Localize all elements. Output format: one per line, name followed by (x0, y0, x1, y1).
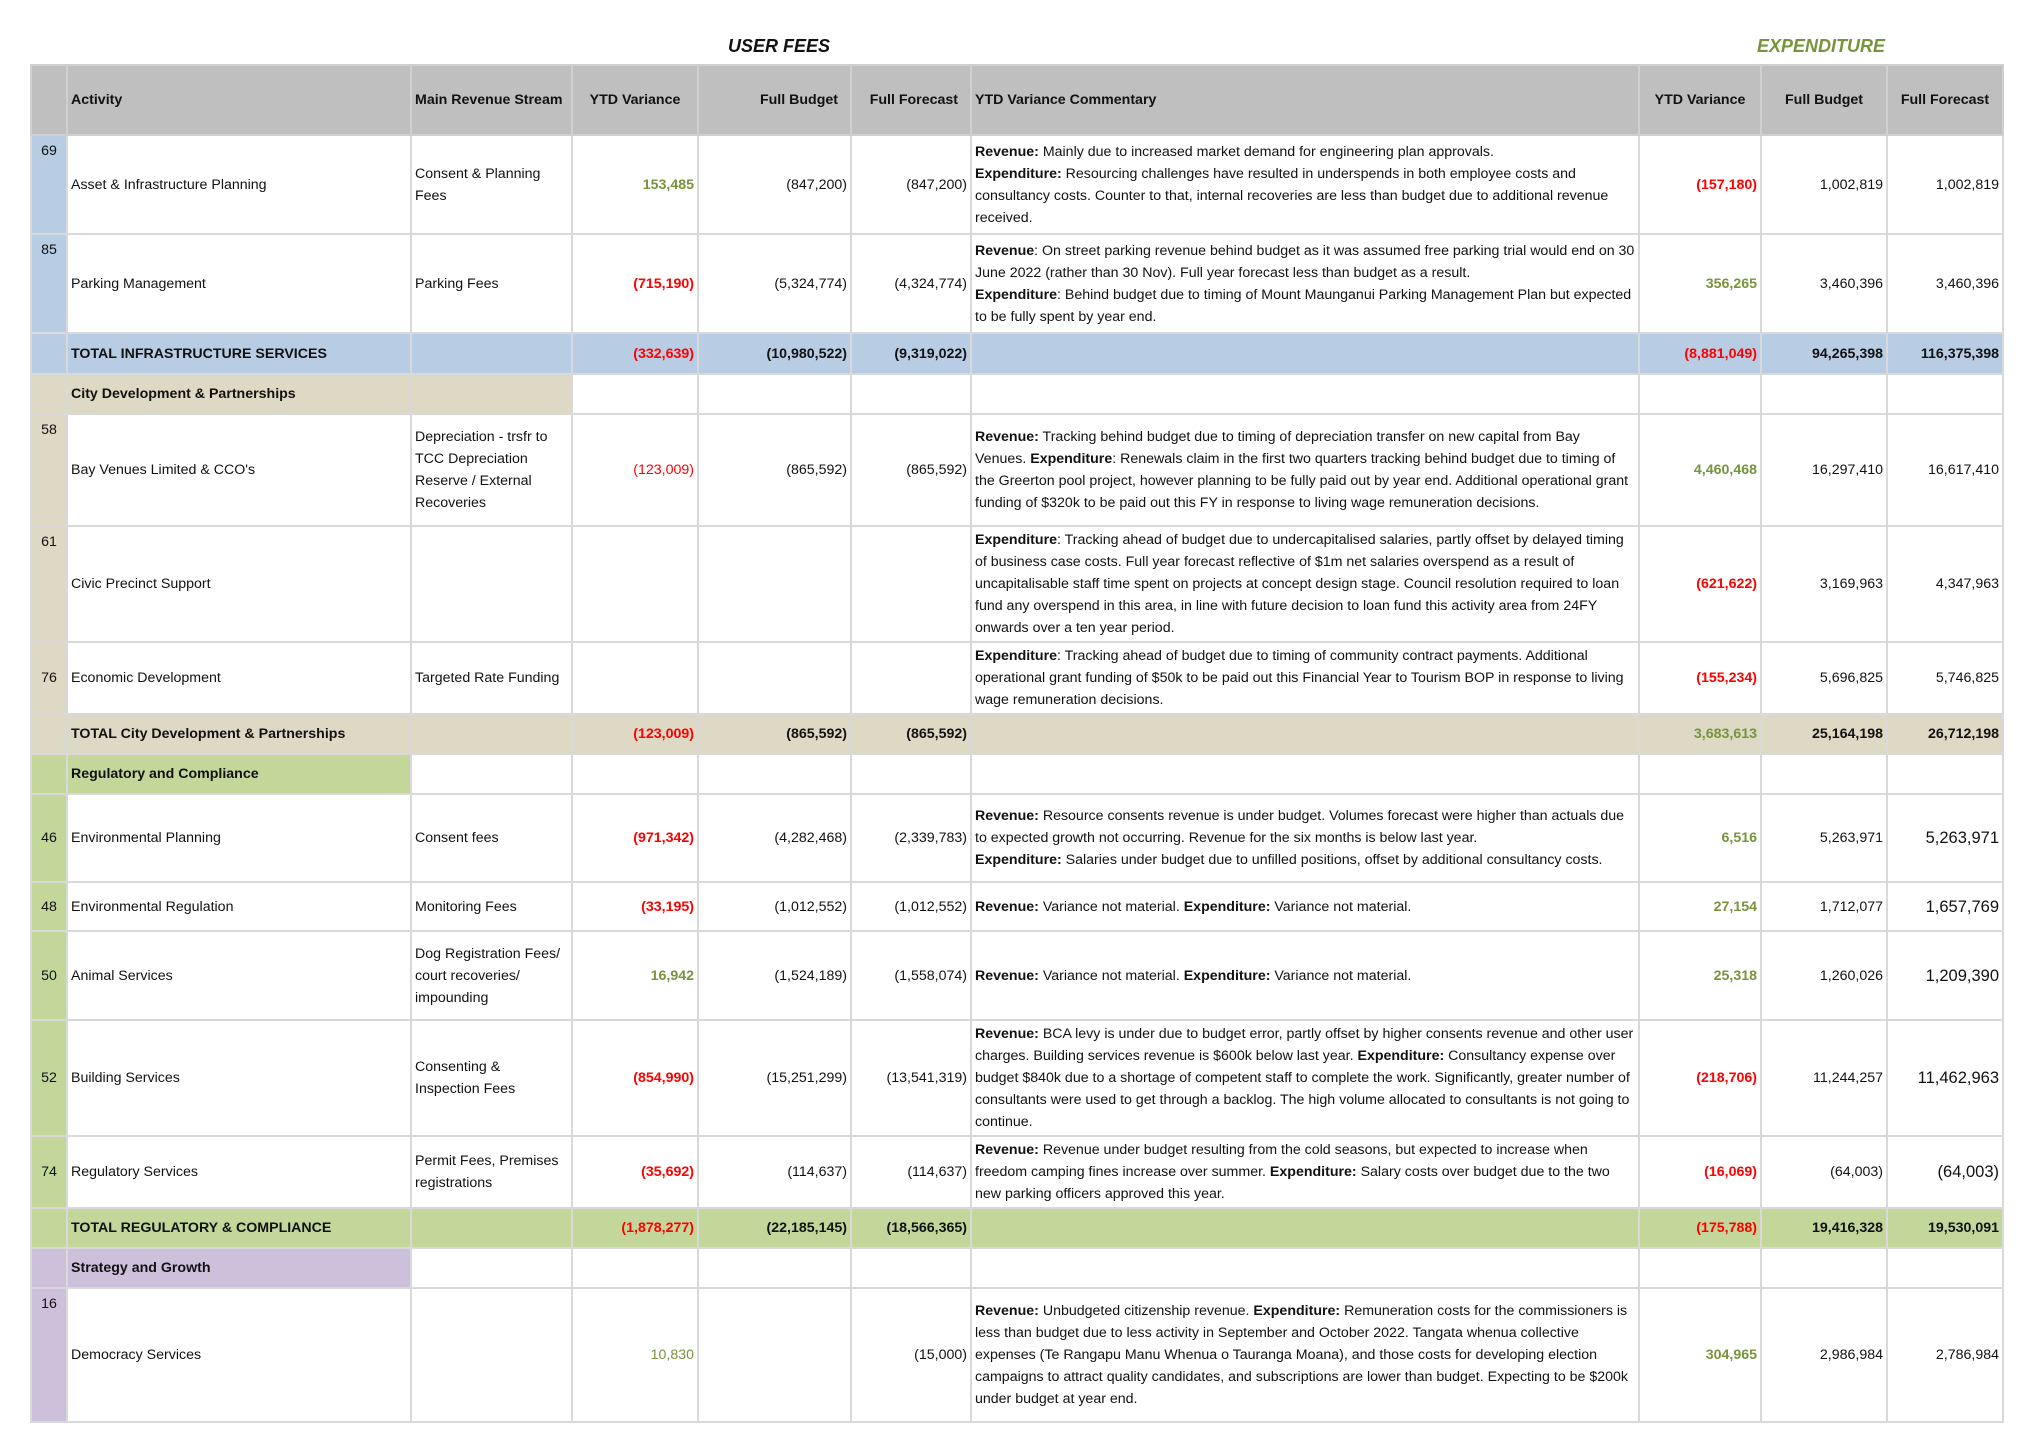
revenue-stream-cell: Permit Fees, Premises registrations (411, 1136, 572, 1208)
exp-full-forecast-cell: 2,786,984 (1887, 1288, 2003, 1422)
ytd-variance-cell: (33,195) (572, 882, 698, 931)
comment-text: Resource consents revenue is under budget. Volumes forecast were higher than actuals due to expected growth not occurring. Revenue for the six months is below last year. (975, 808, 1625, 846)
section-heading-row (31, 754, 2003, 794)
revenue-stream-cell (411, 1288, 572, 1422)
ytd-variance-cell: (332,639) (572, 333, 698, 374)
empty-cell (698, 1248, 851, 1288)
exp-full-forecast-cell: (64,003) (1887, 1136, 2003, 1208)
empty-cell (698, 754, 851, 794)
exp-ytd-variance-cell: 304,965 (1639, 1288, 1761, 1422)
full-forecast-cell: (2,339,783) (851, 794, 971, 882)
row-number (31, 333, 67, 374)
comment-text: Consultancy expense over budget $840k due to a shortage of competent staff to complete the work. Significantly, greater number of consultants were used to get through a backlog. The high volume allocated to consultants is not going to continue. (975, 1048, 1630, 1130)
activity-cell: Building Services (67, 1020, 411, 1136)
full-budget-cell: (4,282,468) (698, 794, 851, 882)
exp-ytd-variance-cell: (16,069) (1639, 1136, 1761, 1208)
comment-text: Salary costs over budget due to the two new parking officers approved this year. (975, 1164, 1610, 1202)
empty-cell (1761, 1248, 1887, 1288)
heading-fill (411, 374, 572, 414)
full-forecast-cell: (847,200) (851, 135, 971, 234)
full-budget-cell: (5,324,774) (698, 234, 851, 333)
exp-ytd-variance-cell: (157,180) (1639, 135, 1761, 234)
exp-full-budget-cell: 16,297,410 (1761, 414, 1887, 526)
ytd-variance-header: YTD Variance (572, 65, 698, 135)
full-budget-cell: (15,251,299) (698, 1020, 851, 1136)
exp-full-budget-cell: 3,460,396 (1761, 234, 1887, 333)
activity-cell: Animal Services (67, 931, 411, 1020)
table-row (31, 1020, 2003, 1136)
exp-full-budget-cell: 11,244,257 (1761, 1020, 1887, 1136)
full-budget-cell: (22,185,145) (698, 1208, 851, 1248)
comment-label: Expenditure: (975, 852, 1062, 868)
commentary-cell (971, 714, 1639, 754)
ytd-variance-cell: (123,009) (572, 414, 698, 526)
empty-cell (411, 754, 572, 794)
activity-cell: Democracy Services (67, 1288, 411, 1422)
comment-label: Revenue: (975, 967, 1039, 984)
row-number: 16 (31, 1288, 67, 1422)
expenditure-title: EXPENDITURE (1757, 36, 1886, 56)
comment-label: Expenditure: (1183, 898, 1271, 915)
full-forecast-cell: (865,592) (851, 714, 971, 754)
exp-full-forecast-cell: 11,462,963 (1887, 1020, 2003, 1136)
activity-cell: Parking Management (67, 234, 411, 333)
activity-cell: Environmental Regulation (67, 882, 411, 931)
empty-cell (1887, 754, 2003, 794)
exp-ytd-variance-cell: (155,234) (1639, 642, 1761, 714)
full-forecast-cell: (865,592) (851, 414, 971, 526)
section-heading-row (31, 374, 2003, 414)
full-forecast-cell: (18,566,365) (851, 1208, 971, 1248)
revenue-stream-cell: Consent fees (411, 794, 572, 882)
full-budget-cell: (114,637) (698, 1136, 851, 1208)
full-forecast-header: Full Forecast (851, 65, 971, 135)
variance-table (30, 64, 2004, 1423)
revenue-stream-cell: Consenting & Inspection Fees (411, 1020, 572, 1136)
table-row (31, 414, 2003, 526)
comment-label: Revenue: (975, 1026, 1039, 1042)
exp-full-budget-cell: 25,164,198 (1761, 714, 1887, 754)
exp-ytd-variance-header: YTD Variance (1639, 65, 1761, 135)
activity-cell: Economic Development (67, 642, 411, 714)
table-row (31, 135, 2003, 234)
empty-cell (1887, 374, 2003, 414)
exp-full-forecast-header: Full Forecast (1887, 65, 2003, 135)
full-budget-cell: (1,524,189) (698, 931, 851, 1020)
comment-label: Expenditure (975, 648, 1057, 664)
exp-full-budget-cell: 2,986,984 (1761, 1288, 1887, 1422)
exp-full-forecast-cell: 1,209,390 (1887, 931, 2003, 1020)
comment-label: Revenue: (975, 808, 1039, 824)
table-row (31, 642, 2003, 714)
activity-cell: Environmental Planning (67, 794, 411, 882)
exp-full-forecast-cell: 116,375,398 (1887, 333, 2003, 374)
row-number (31, 374, 67, 414)
comment-label: Expenditure: (1269, 1164, 1357, 1180)
row-number: 50 (31, 931, 67, 1020)
empty-cell (572, 1248, 698, 1288)
header-row (31, 65, 2003, 135)
commentary-cell (971, 931, 1639, 1020)
comment-label: Expenditure (975, 286, 1057, 303)
full-budget-cell: (10,980,522) (698, 333, 851, 374)
exp-ytd-variance-cell: (218,706) (1639, 1020, 1761, 1136)
row-number: 85 (31, 234, 67, 333)
exp-ytd-variance-cell: (8,881,049) (1639, 333, 1761, 374)
activity-cell: TOTAL INFRASTRUCTURE SERVICES (67, 333, 411, 374)
comment-text: Variance not material. (1270, 898, 1412, 915)
row-number: 58 (31, 414, 67, 526)
revenue-stream-cell: Monitoring Fees (411, 882, 572, 931)
commentary-cell (971, 882, 1639, 931)
comment-text: : On street parking revenue behind budget as it was assumed free parking trial would end on 30 June 2022 (rather than 30 Nov). Full year forecast less than budget as a result. (975, 242, 1635, 281)
row-number (31, 1248, 67, 1288)
comment-text: : Renewals claim in the first two quarters tracking behind budget due to timing of the Greerton pool project, however planning to be fully paid out by year end. Additional operational grant funding of $320k to be paid out this FY in response to living wage remuneration decisions. (975, 451, 1629, 511)
exp-full-budget-cell: 5,696,825 (1761, 642, 1887, 714)
row-number (31, 1208, 67, 1248)
comment-label: Expenditure: (1253, 1303, 1341, 1319)
comment-label: Revenue: (975, 429, 1039, 445)
total-row (31, 1208, 2003, 1248)
exp-full-budget-cell: 1,260,026 (1761, 931, 1887, 1020)
commentary-cell (971, 135, 1639, 234)
full-budget-header: Full Budget (698, 65, 851, 135)
commentary-cell (971, 1288, 1639, 1422)
full-budget-cell: (847,200) (698, 135, 851, 234)
ytd-variance-cell: (971,342) (572, 794, 698, 882)
row-number (31, 714, 67, 754)
comment-label: Expenditure (1030, 451, 1113, 467)
ytd-variance-cell: (123,009) (572, 714, 698, 754)
exp-full-forecast-cell: 1,002,819 (1887, 135, 2003, 234)
section-titles (0, 36, 2026, 64)
user-fees-title: USER FEES (728, 36, 831, 56)
activity-header: Activity (67, 65, 411, 135)
exp-ytd-variance-cell: (621,622) (1639, 526, 1761, 642)
empty-cell (1761, 374, 1887, 414)
revenue-stream-cell: Dog Registration Fees/ court recoveries/ impounding (411, 931, 572, 1020)
commentary-cell (971, 234, 1639, 333)
exp-full-budget-cell: 5,263,971 (1761, 794, 1887, 882)
full-budget-cell: (865,592) (698, 714, 851, 754)
comment-text: Mainly due to increased market demand for engineering plan approvals. (1038, 143, 1494, 160)
exp-ytd-variance-cell: 6,516 (1639, 794, 1761, 882)
revenue-stream-cell: Depreciation - trsfr to TCC Depreciation Reserve / External Recoveries (411, 414, 572, 526)
revenue-stream-cell (411, 1208, 572, 1248)
empty-cell (851, 374, 971, 414)
table-row (31, 526, 2003, 642)
full-forecast-cell: (4,324,774) (851, 234, 971, 333)
comment-text: Variance not material. (1038, 967, 1184, 984)
empty-cell (971, 374, 1639, 414)
activity-cell: Civic Precinct Support (67, 526, 411, 642)
exp-ytd-variance-cell: (175,788) (1639, 1208, 1761, 1248)
empty-cell (572, 374, 698, 414)
section-heading: City Development & Partnerships (67, 374, 411, 414)
row-number (31, 754, 67, 794)
exp-full-forecast-cell: 3,460,396 (1887, 234, 2003, 333)
table-row (31, 1136, 2003, 1208)
ytd-variance-cell: (35,692) (572, 1136, 698, 1208)
comment-text: : Tracking ahead of budget due to timing of community contract payments. Additional operational grant funding of $50k to be paid out this Financial Year to Tourism BOP in response to living wage remuneration decisions. (975, 648, 1624, 708)
table-row (31, 794, 2003, 882)
activity-cell: Bay Venues Limited & CCO's (67, 414, 411, 526)
empty-cell (971, 1248, 1639, 1288)
comment-text: Variance not material. (1270, 967, 1412, 984)
commentary-cell (971, 794, 1639, 882)
comment-label: Expenditure: (975, 165, 1062, 182)
comment-text: Remuneration costs for the commissioners is less than budget due to less activity in September and October 2022. Tangata whenua collective expenses (Te Rangapu Manu Whenua o Tauranga Moana), and those costs for developing election campaigns to attract quality candidates, and subscriptions are lower than budget. Expecting to be $200k under budget at year end. (975, 1303, 1629, 1407)
exp-full-forecast-cell: 5,263,971 (1887, 794, 2003, 882)
comment-label: Revenue: (975, 1142, 1039, 1158)
comment-text: : Tracking ahead of budget due to undercapitalised salaries, partly offset by delayed timing of business case costs. Full year forecast reflective of $1m net salaries overspend as a result of uncapitalisable staff time spent on projects at concept design stage. Council resolution required to loan fund any overspend in this area, in line with future decision to loan fund this activity area from 24FY onwards over a ten year period. (975, 532, 1624, 636)
full-budget-cell (698, 526, 851, 642)
commentary-cell (971, 1208, 1639, 1248)
commentary-cell (971, 526, 1639, 642)
comment-text: Salaries under budget due to unfilled positions, offset by additional consultancy costs. (1061, 852, 1603, 868)
exp-ytd-variance-cell: 356,265 (1639, 234, 1761, 333)
table-row (31, 1288, 2003, 1422)
section-heading-row (31, 1248, 2003, 1288)
full-forecast-cell (851, 642, 971, 714)
empty-cell (411, 1248, 572, 1288)
row-number: 76 (31, 642, 67, 714)
full-forecast-cell: (13,541,319) (851, 1020, 971, 1136)
total-row (31, 333, 2003, 374)
revenue-stream-cell (411, 333, 572, 374)
full-forecast-cell: (1,558,074) (851, 931, 971, 1020)
comment-label: Expenditure: (1357, 1048, 1445, 1064)
empty-cell (1887, 1248, 2003, 1288)
comment-text: Variance not material. (1038, 898, 1184, 915)
exp-ytd-variance-cell: 3,683,613 (1639, 714, 1761, 754)
activity-cell: Asset & Infrastructure Planning (67, 135, 411, 234)
full-budget-cell (698, 1288, 851, 1422)
full-budget-cell: (1,012,552) (698, 882, 851, 931)
table-row (31, 931, 2003, 1020)
ytd-variance-cell: 153,485 (572, 135, 698, 234)
full-budget-cell (698, 642, 851, 714)
ytd-variance-cell: 10,830 (572, 1288, 698, 1422)
exp-full-forecast-cell: 4,347,963 (1887, 526, 2003, 642)
comment-text: Resourcing challenges have resulted in underspends in both employee costs and consultancy costs. Counter to that, internal recoveries are less than budget due to additional revenue received. (975, 165, 1609, 226)
activity-cell: Regulatory Services (67, 1136, 411, 1208)
exp-full-budget-cell: (64,003) (1761, 1136, 1887, 1208)
total-row (31, 714, 2003, 754)
commentary-cell (971, 414, 1639, 526)
exp-ytd-variance-cell: 25,318 (1639, 931, 1761, 1020)
exp-full-forecast-cell: 16,617,410 (1887, 414, 2003, 526)
full-forecast-cell (851, 526, 971, 642)
revenue-stream-header: Main Revenue Stream (411, 65, 572, 135)
comment-label: Revenue: (975, 1303, 1039, 1319)
revenue-stream-cell (411, 526, 572, 642)
activity-cell: TOTAL City Development & Partnerships (67, 714, 411, 754)
row-number: 52 (31, 1020, 67, 1136)
commentary-cell (971, 333, 1639, 374)
revenue-stream-cell (411, 714, 572, 754)
num-header (31, 65, 67, 135)
commentary-header: YTD Variance Commentary (971, 65, 1639, 135)
comment-label: Revenue: (975, 898, 1039, 915)
ytd-variance-cell: 16,942 (572, 931, 698, 1020)
comment-text: BCA levy is under due to budget error, partly offset by higher consents revenue and other user charges. Building services revenue is $600k below last year. (975, 1026, 1634, 1064)
section-heading: Strategy and Growth (67, 1248, 411, 1288)
commentary-cell (971, 642, 1639, 714)
exp-full-forecast-cell: 5,746,825 (1887, 642, 2003, 714)
full-forecast-cell: (114,637) (851, 1136, 971, 1208)
comment-text: : Behind budget due to timing of Mount Maunganui Parking Management Plan but expected to be fully spent by year end. (975, 286, 1632, 325)
row-number: 48 (31, 882, 67, 931)
full-forecast-cell: (15,000) (851, 1288, 971, 1422)
exp-ytd-variance-cell: 4,460,468 (1639, 414, 1761, 526)
comment-label: Expenditure (975, 532, 1057, 548)
exp-full-budget-header: Full Budget (1761, 65, 1887, 135)
ytd-variance-cell: (1,878,277) (572, 1208, 698, 1248)
empty-cell (1761, 754, 1887, 794)
comment-text: Unbudgeted citizenship revenue. (1038, 1303, 1254, 1319)
table-row (31, 234, 2003, 333)
revenue-stream-cell: Parking Fees (411, 234, 572, 333)
revenue-stream-cell: Targeted Rate Funding (411, 642, 572, 714)
row-number: 69 (31, 135, 67, 234)
empty-cell (851, 1248, 971, 1288)
ytd-variance-cell (572, 526, 698, 642)
ytd-variance-cell (572, 642, 698, 714)
exp-full-forecast-cell: 1,657,769 (1887, 882, 2003, 931)
ytd-variance-cell: (854,990) (572, 1020, 698, 1136)
comment-label: Expenditure: (1183, 967, 1271, 984)
full-budget-cell: (865,592) (698, 414, 851, 526)
ytd-variance-cell: (715,190) (572, 234, 698, 333)
comment-text: Tracking behind budget due to timing of depreciation transfer on new capital from Bay Venues. (975, 429, 1580, 467)
exp-full-budget-cell: 94,265,398 (1761, 333, 1887, 374)
empty-cell (1639, 374, 1761, 414)
activity-cell: TOTAL REGULATORY & COMPLIANCE (67, 1208, 411, 1248)
empty-cell (698, 374, 851, 414)
row-number: 74 (31, 1136, 67, 1208)
exp-full-budget-cell: 1,002,819 (1761, 135, 1887, 234)
table-row (31, 882, 2003, 931)
row-number: 61 (31, 526, 67, 642)
full-forecast-cell: (9,319,022) (851, 333, 971, 374)
empty-cell (1639, 1248, 1761, 1288)
empty-cell (572, 754, 698, 794)
exp-full-forecast-cell: 26,712,198 (1887, 714, 2003, 754)
comment-label: Revenue: (975, 143, 1039, 160)
revenue-stream-cell: Consent & Planning Fees (411, 135, 572, 234)
exp-full-forecast-cell: 19,530,091 (1887, 1208, 2003, 1248)
commentary-cell (971, 1136, 1639, 1208)
section-heading: Regulatory and Compliance (67, 754, 411, 794)
exp-ytd-variance-cell: 27,154 (1639, 882, 1761, 931)
empty-cell (971, 754, 1639, 794)
exp-full-budget-cell: 1,712,077 (1761, 882, 1887, 931)
row-number: 46 (31, 794, 67, 882)
commentary-cell (971, 1020, 1639, 1136)
exp-full-budget-cell: 19,416,328 (1761, 1208, 1887, 1248)
comment-text: Revenue under budget resulting from the cold seasons, but expected to increase when freedom camping fines increase over summer. (975, 1142, 1588, 1180)
exp-full-budget-cell: 3,169,963 (1761, 526, 1887, 642)
empty-cell (1639, 754, 1761, 794)
full-forecast-cell: (1,012,552) (851, 882, 971, 931)
empty-cell (851, 754, 971, 794)
comment-label: Revenue (975, 242, 1035, 259)
